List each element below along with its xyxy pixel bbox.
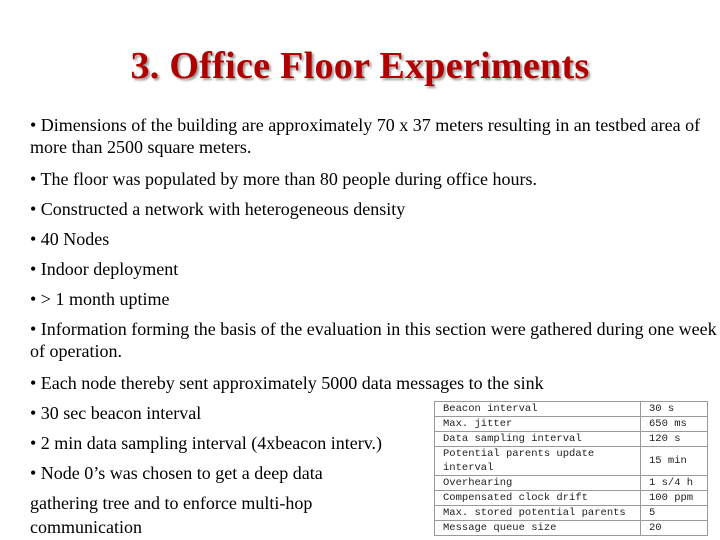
table-row: [435, 506, 708, 521]
parameters-table: [434, 401, 708, 536]
bullet-data-messages: • Each node thereby sent approximately 5000 data messages to the sink: [30, 373, 544, 393]
slide-title: 3. Office Floor Experiments: [130, 45, 590, 87]
param-value: 30 s: [641, 402, 708, 417]
param-name: Potential parents update interval: [435, 447, 641, 476]
param-value: 15 min: [641, 447, 708, 476]
bullet-building-dimensions: • Dimensions of the building are approximately 70 x 37 meters resulting in an testbed area of more than 2500 square meters.: [30, 115, 701, 157]
bullet-node-zero: • Node 0’s was chosen to get a deep data: [30, 463, 323, 483]
param-name: Message queue size: [435, 521, 641, 536]
table-row: [435, 432, 708, 447]
bullet-indoor-deployment: • Indoor deployment: [30, 259, 179, 279]
param-name: Data sampling interval: [435, 432, 641, 447]
param-name: Overhearing: [435, 476, 641, 491]
table-row: [435, 476, 708, 491]
param-name: Beacon interval: [435, 402, 641, 417]
param-name: Max. jitter: [435, 417, 641, 432]
table-row: [435, 417, 708, 432]
bullet-floor-population: • The floor was populated by more than 80 people during office hours.: [30, 169, 538, 189]
bullet-node-zero-cont-1: gathering tree and to enforce multi-hop: [30, 493, 313, 513]
param-value: 100 ppm: [641, 491, 708, 506]
bullet-sampling-interval: • 2 min data sampling interval (4xbeacon interv.): [30, 433, 383, 453]
param-value: 650 ms: [641, 417, 708, 432]
bullet-node-zero-cont-2: communication: [30, 517, 142, 537]
param-value: 5: [641, 506, 708, 521]
param-name: Max. stored potential parents: [435, 506, 641, 521]
bullet-network-density: • Constructed a network with heterogeneous density: [30, 199, 406, 219]
table-row: [435, 521, 708, 536]
table-row: [435, 402, 708, 417]
param-name: Compensated clock drift: [435, 491, 641, 506]
param-value: 120 s: [641, 432, 708, 447]
bullet-node-count: • 40 Nodes: [30, 229, 110, 249]
table-row: [435, 447, 708, 476]
bullet-evaluation-data: • Information forming the basis of the evaluation in this section were gathered during one week of operation.: [30, 319, 717, 361]
table-row: [435, 491, 708, 506]
param-value: 1 s/4 h: [641, 476, 708, 491]
bullet-uptime: • > 1 month uptime: [30, 289, 170, 309]
bullet-beacon-interval: • 30 sec beacon interval: [30, 403, 202, 423]
param-value: 20: [641, 521, 708, 536]
